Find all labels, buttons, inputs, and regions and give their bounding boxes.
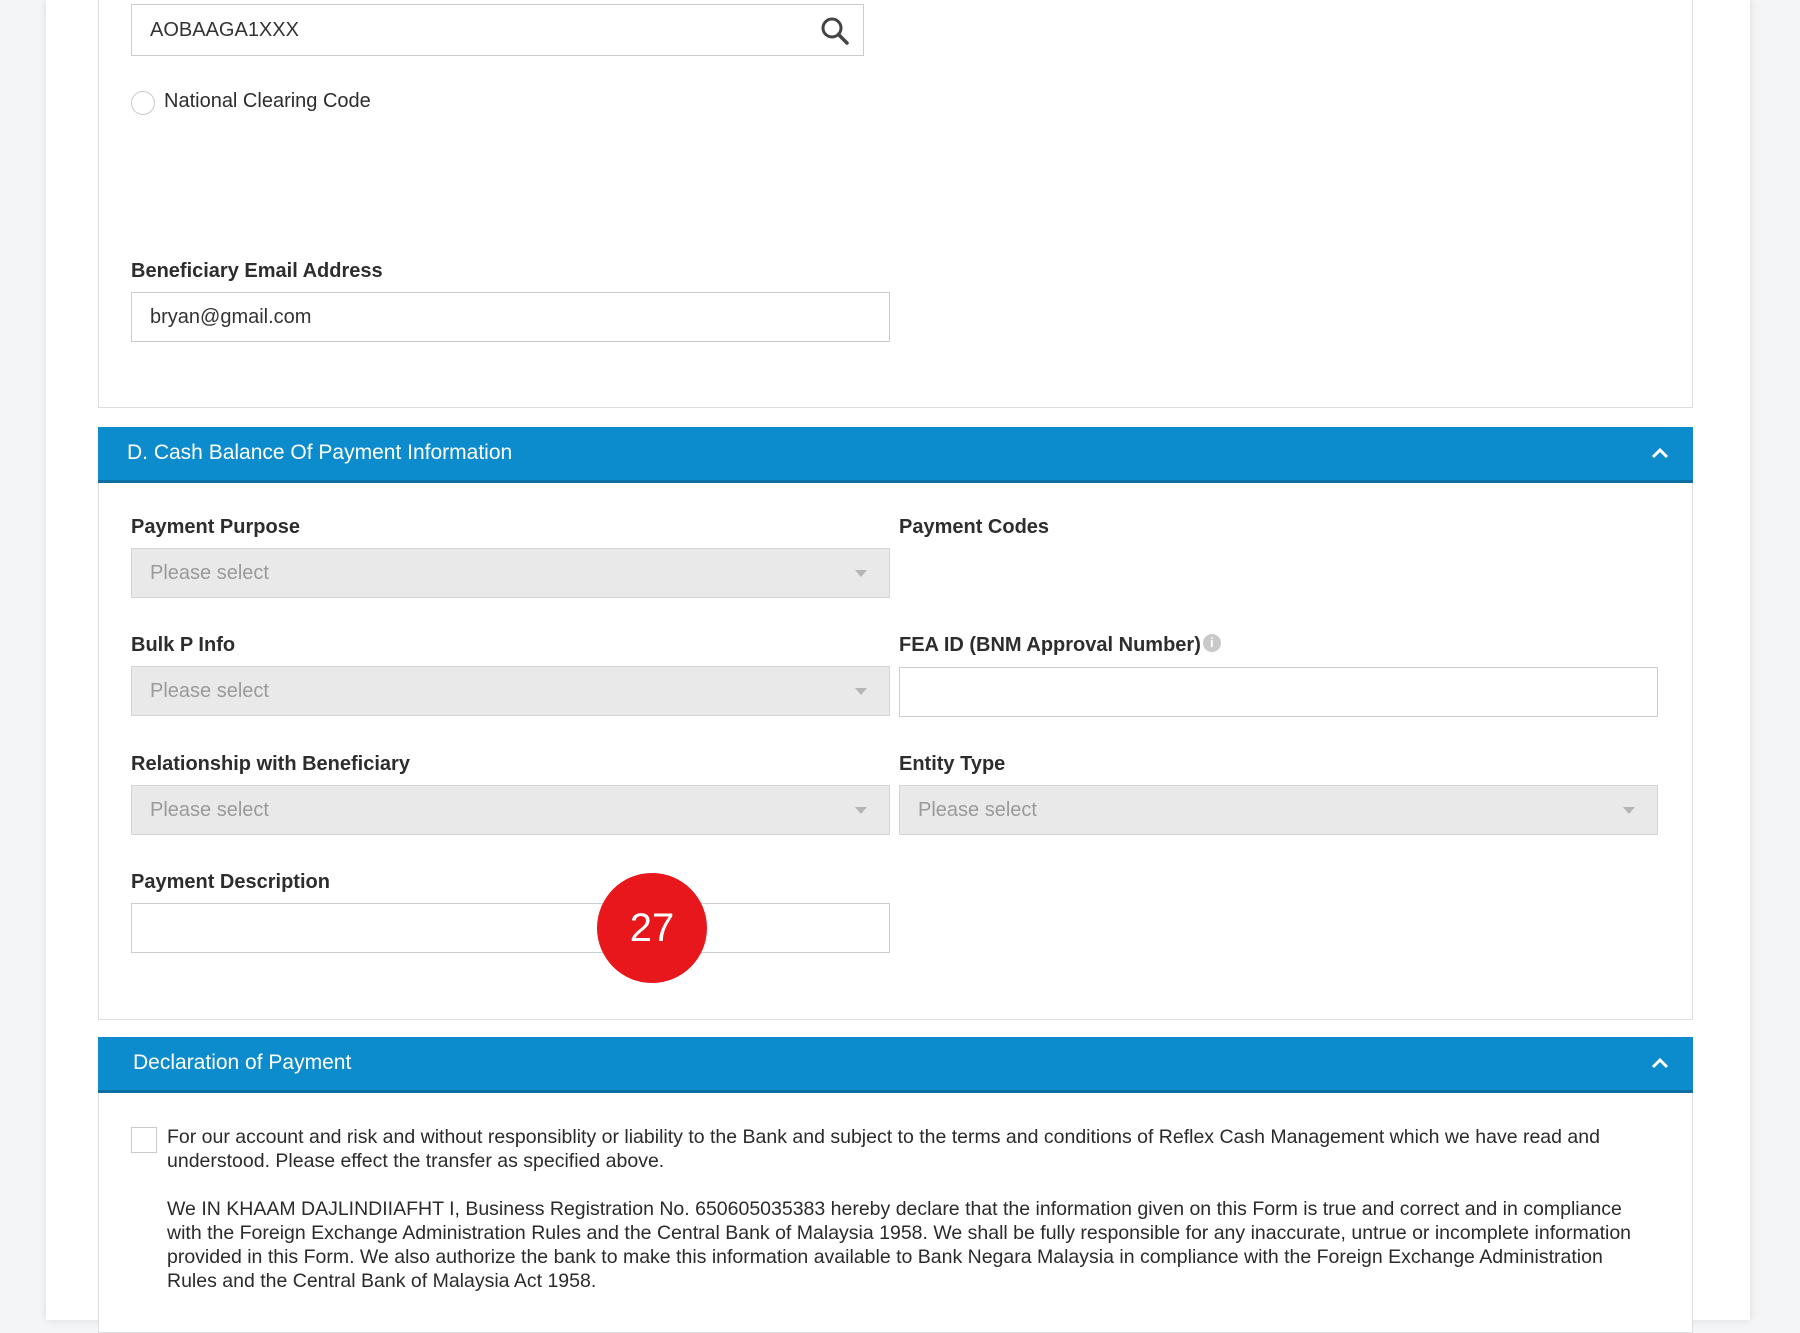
payment-purpose-placeholder: Please select — [150, 562, 269, 584]
swift-search-input[interactable] — [131, 4, 864, 56]
payment-purpose-select[interactable] — [131, 548, 890, 598]
fea-id-label — [899, 634, 1221, 657]
beneficiary-panel — [98, 0, 1693, 408]
step-number-badge: 27 — [597, 873, 707, 983]
info-icon[interactable]: i — [1203, 634, 1221, 652]
entity-type-label: Entity Type — [899, 753, 1006, 775]
national-clearing-label: National Clearing Code — [164, 90, 371, 112]
fea-id-label-text: FEA ID (BNM Approval Number) — [899, 634, 1201, 656]
section-d-title: D. Cash Balance Of Payment Information — [127, 441, 513, 464]
search-icon[interactable] — [819, 15, 851, 47]
bulk-p-info-select[interactable] — [131, 666, 890, 716]
payment-description-field[interactable] — [131, 903, 890, 953]
declaration-header[interactable] — [98, 1037, 1693, 1093]
beneficiary-email-value: bryan@gmail.com — [150, 306, 312, 328]
declaration-checkbox[interactable] — [131, 1127, 157, 1153]
entity-type-select[interactable] — [899, 785, 1658, 835]
payment-purpose-label: Payment Purpose — [131, 516, 300, 538]
payment-description-label: Payment Description — [131, 871, 330, 893]
swift-search-value: AOBAAGA1XXX — [150, 19, 299, 41]
chevron-up-icon[interactable] — [1651, 1057, 1669, 1069]
declaration-checkbox-text: For our account and risk and without responsiblity or liability to the Bank and subject to the terms and conditions of Reflex Cash Management which we have read and understood. Please effect the transfer as specified above. — [167, 1126, 1600, 1172]
entity-type-placeholder: Please select — [918, 799, 1037, 821]
caret-down-icon — [855, 807, 867, 814]
bulk-p-info-placeholder: Please select — [150, 680, 269, 702]
relationship-select[interactable] — [131, 785, 890, 835]
national-clearing-radio[interactable] — [131, 91, 155, 115]
beneficiary-email-label: Beneficiary Email Address — [131, 260, 383, 282]
caret-down-icon — [855, 570, 867, 577]
caret-down-icon — [1623, 807, 1635, 814]
declaration-title: Declaration of Payment — [133, 1051, 352, 1074]
fea-id-field[interactable] — [899, 667, 1658, 717]
relationship-label: Relationship with Beneficiary — [131, 753, 410, 775]
relationship-placeholder: Please select — [150, 799, 269, 821]
chevron-up-icon[interactable] — [1651, 447, 1669, 459]
beneficiary-email-field[interactable] — [131, 292, 890, 342]
bulk-p-info-label: Bulk P Info — [131, 634, 236, 656]
caret-down-icon — [855, 688, 867, 695]
payment-codes-label: Payment Codes — [899, 516, 1050, 538]
section-d-header[interactable] — [98, 427, 1693, 483]
declaration-text: We IN KHAAM DAJLINDIIAFHT I, Business Registration No. 650605035383 hereby declare that the information given on this Form is true and correct and in compliance with the Foreign Exchange Administration Rules and the Central Bank of Malaysia 1958. We shall be fully responsible for any inaccurate, untrue or incomplete information provided in this Form. We also authorize the bank to make this information available to Bank Negara Malaysia in compliance with the Foreign Exchange Administration Rules and the Central Bank of Malaysia Act 1958. — [167, 1198, 1632, 1292]
